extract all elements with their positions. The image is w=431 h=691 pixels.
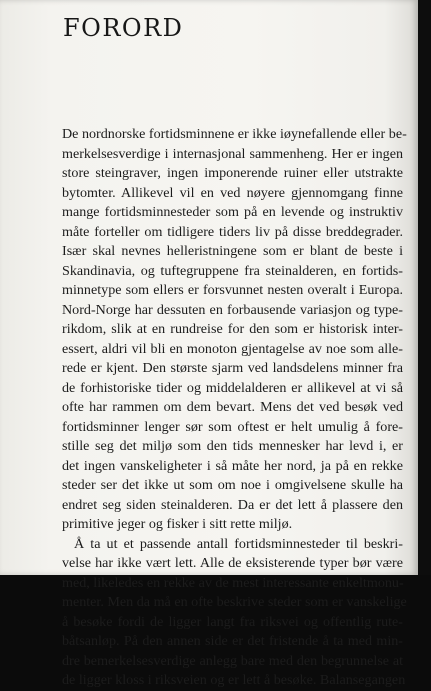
- text-line: primitive jeger og fisker i sitt rette miljø.: [62, 516, 293, 532]
- text-line: ofte har rammen om dem bevart. Mens det ved besøk ved: [62, 399, 403, 415]
- text-line: menter. Men da må en ofte beskrive steder som er vanskelige: [62, 594, 407, 610]
- text-line: med, likeledes en rekke av de mest interessante enkeltmonu-: [62, 574, 404, 591]
- text-line: steder ser det ikke ut som om noe i omgivelsene skulle ha: [62, 477, 403, 493]
- text-line: mange fortidsminnesteder som på en levende og instruktiv: [62, 204, 403, 220]
- text-line: det ingen vanskeligheter i så måte her nord, ja på en rekke: [62, 457, 403, 474]
- text-line: båtsanløp. På den annen side er det fristende å ta med min-: [62, 633, 403, 649]
- text-line: store steingraver, ingen imponerende ruiner eller utstrakte: [62, 165, 403, 181]
- text-line: essert, aldri vil bli en monoton gjentagelse av noe som alle-: [62, 340, 403, 357]
- text-line: å besøke fordi de ligger langt fra riksvei og offentlig rute-: [62, 613, 403, 630]
- text-line: Skandinavia, og tuftegruppene fra steinalderen, en fortids-: [62, 262, 403, 279]
- text-line: merkelsesverdige i internasjonal sammenheng. Her er ingen: [62, 145, 403, 162]
- text-line: Å ta ut et passende antall fortidsminnesteder til beskri-: [74, 535, 403, 552]
- text-line: Nord-Norge har dessuten en forbausende variasjon og type-: [62, 301, 403, 318]
- text-line: Især skal nevnes helleristningene som er blant de beste i: [62, 243, 403, 259]
- text-line: rikdom, slik at en rundreise for den som er historisk inter-: [62, 321, 403, 337]
- text-line: velse har ikke vært lett. Alle de eksisterende typer bør være: [62, 555, 403, 571]
- text-line: De nordnorske fortidsminnene er ikke iøynefallende eller be-: [62, 126, 407, 142]
- text-line: de ligger kloss i riksveien og er lett å besøke. Balansegangen: [62, 672, 406, 688]
- paragraph-2: [62, 535, 407, 691]
- paragraph-1: [62, 125, 407, 535]
- text-line: rede er kjent. Den største sjarm ved landsdelens minner fra: [62, 360, 403, 376]
- text-line: fortidsminner lenger sør som oftest er helt umulig å fore-: [62, 418, 403, 435]
- text-line: minnetype som ellers er forsvunnet nesten overalt i Europa.: [62, 282, 403, 298]
- text-line: bytomter. Allikevel vil en ved nøyere gjennomgang finne: [62, 184, 403, 201]
- text-line: dre bemerkelsesverdige anlegg bare med den begrunnelse at: [62, 652, 403, 669]
- text-line: endret seg siden steinalderen. Da er det lett å plassere den: [62, 496, 403, 513]
- text-line: de forhistoriske tider og middelalderen er allikevel at vi så: [62, 379, 403, 396]
- body-text: [62, 125, 407, 691]
- chapter-heading: FORORD: [63, 14, 184, 42]
- text-line: måte forteller om tidligere tiders liv på disse breddegrader.: [62, 223, 403, 240]
- text-line: stille seg det miljø som den tids mennesker har levd i, er: [62, 438, 403, 454]
